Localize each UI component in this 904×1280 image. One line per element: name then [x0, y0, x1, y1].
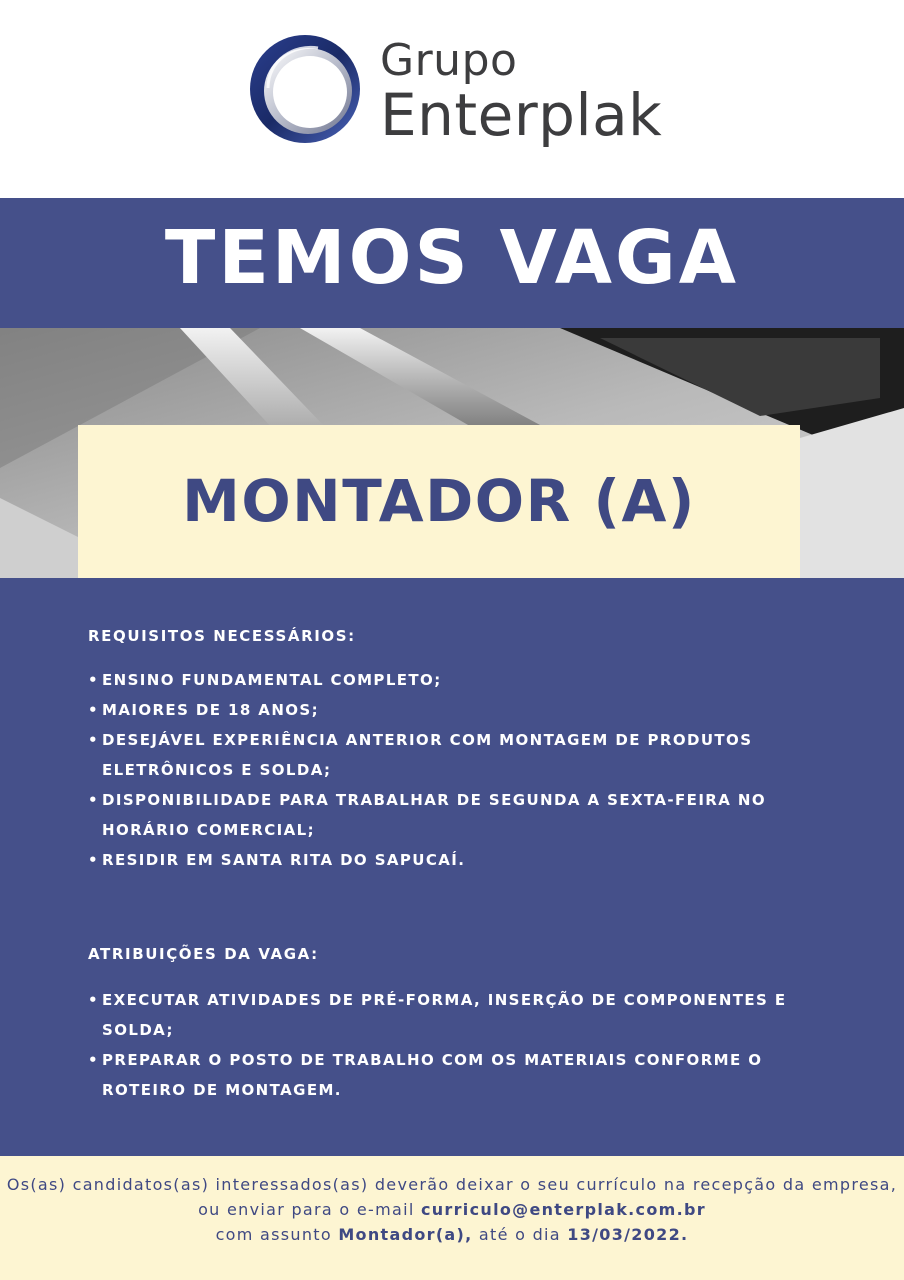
job-title-box	[78, 425, 800, 578]
footer-text-2: com assunto	[215, 1225, 339, 1244]
list-item: • EXECUTAR ATIVIDADES DE PRÉ-FORMA, INSERÇÃO DE COMPONENTES E SOLDA;	[88, 985, 818, 1045]
email-subject: Montador(a),	[338, 1225, 473, 1244]
list-item: • DISPONIBILIDADE PARA TRABALHAR DE SEGUNDA A SEXTA-FEIRA NO HORÁRIO COMERCIAL;	[88, 785, 818, 845]
requirements-title: REQUISITOS NECESSÁRIOS:	[88, 627, 356, 645]
headline: TEMOS VAGA	[164, 215, 740, 301]
application-footer	[0, 1156, 904, 1280]
requirements-list	[88, 665, 818, 875]
logo-wordmark	[380, 35, 663, 149]
list-item: • RESIDIR EM SANTA RITA DO SAPUCAÍ.	[88, 845, 818, 875]
logo-header	[0, 0, 904, 198]
footer-text-1: Os(as) candidatos(as) interessados(as) deverão deixar o seu currículo na recepção da empresa, ou enviar para o e-mail	[6, 1175, 898, 1219]
job-title: MONTADOR (A)	[182, 467, 696, 535]
contact-email[interactable]: curriculo@enterplak.com.br	[420, 1200, 706, 1219]
duties-list	[88, 985, 818, 1105]
list-item: • ENSINO FUNDAMENTAL COMPLETO;	[88, 665, 818, 695]
ring-logo-icon	[246, 30, 364, 148]
logo-line-grupo: Grupo	[380, 35, 518, 86]
list-item: • PREPARAR O POSTO DE TRABALHO COM OS MATERIAIS CONFORME O ROTEIRO DE MONTAGEM.	[88, 1045, 818, 1105]
deadline-date: 13/03/2022.	[567, 1225, 689, 1244]
job-details	[0, 578, 904, 1156]
footer-text-3: até o dia	[472, 1225, 568, 1244]
duties-title: ATRIBUIÇÕES DA VAGA:	[88, 945, 319, 963]
list-item: • MAIORES DE 18 ANOS;	[88, 695, 818, 725]
list-item: • DESEJÁVEL EXPERIÊNCIA ANTERIOR COM MONTAGEM DE PRODUTOS ELETRÔNICOS E SOLDA;	[88, 725, 818, 785]
logo-line-enterplak: Enterplak	[380, 81, 663, 149]
headline-band	[0, 198, 904, 328]
